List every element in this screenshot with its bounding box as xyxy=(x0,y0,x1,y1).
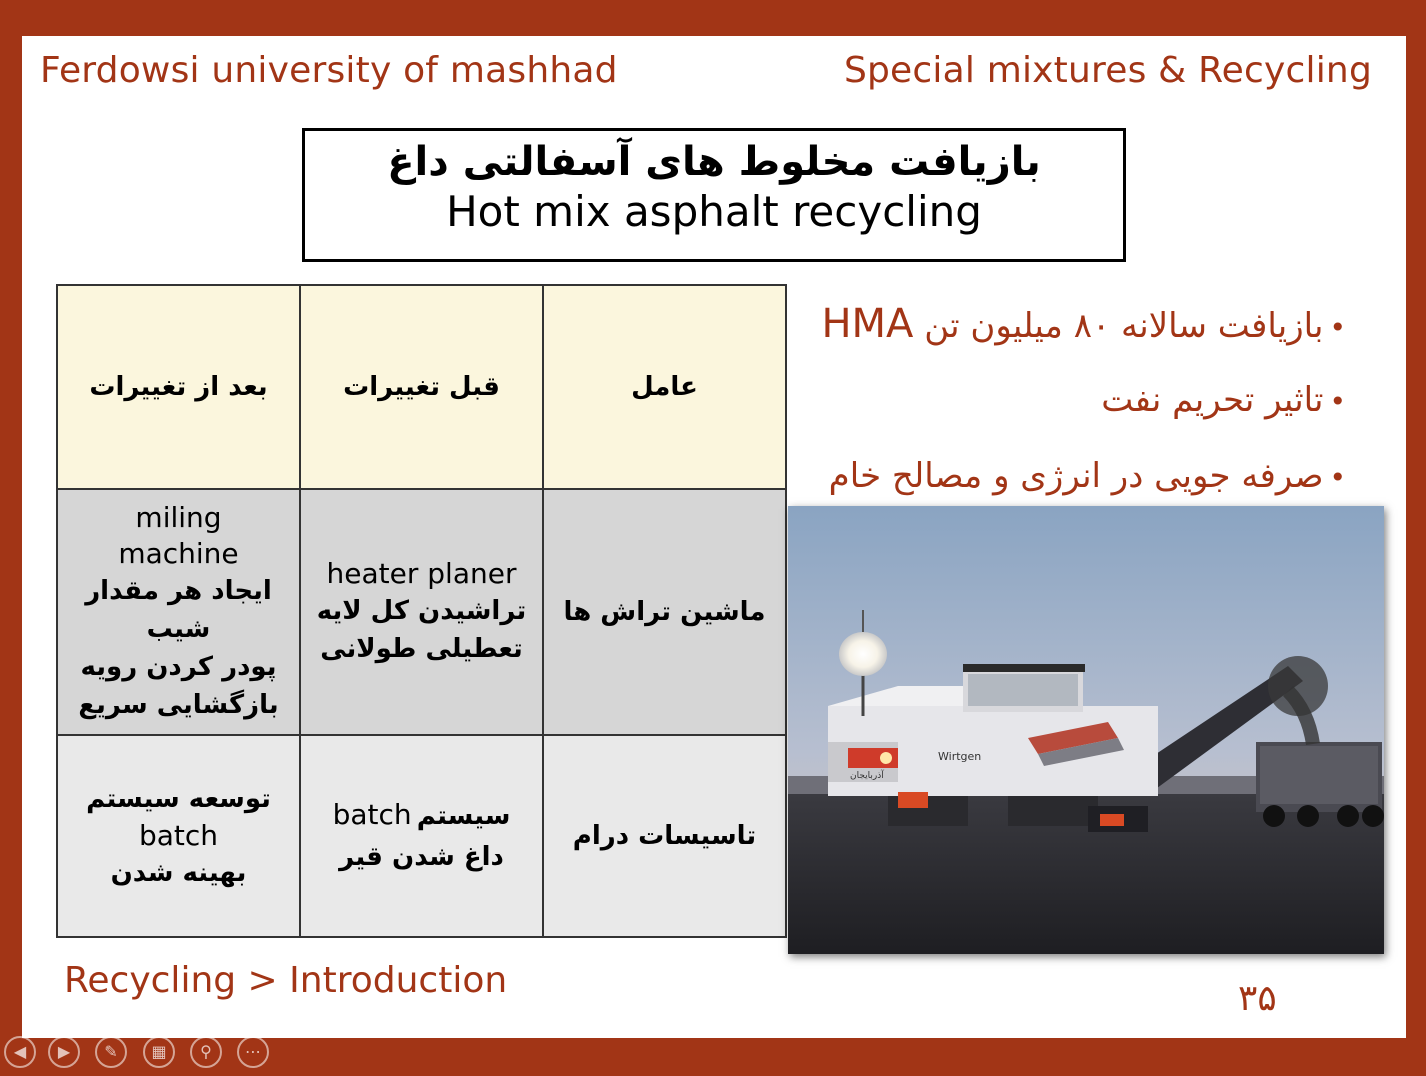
more-icon: ⋯ xyxy=(245,1042,261,1061)
slides-grid-icon: ▦ xyxy=(151,1042,167,1061)
cell-text: شیب xyxy=(146,614,211,644)
table-header-row xyxy=(57,285,786,489)
cell-text: پودر کردن رویه xyxy=(80,652,277,682)
see-all-slides-button[interactable] xyxy=(143,1036,175,1068)
cell-before-milling xyxy=(300,489,543,735)
pen-icon: ✎ xyxy=(104,1042,118,1061)
next-slide-button[interactable] xyxy=(48,1036,80,1068)
slideshow-controls xyxy=(0,1034,300,1074)
cell-factor-drum xyxy=(543,735,786,937)
cell-line xyxy=(307,796,536,838)
cell-text: تاسیسات درام xyxy=(572,821,757,851)
cell-text: تعطیلی طولانی xyxy=(320,634,523,664)
cell-factor-milling xyxy=(543,489,786,735)
title-box xyxy=(302,128,1126,262)
breadcrumb: Recycling > Introduction xyxy=(64,960,508,1001)
bullet-marker: • xyxy=(1329,461,1346,494)
bullet-marker: • xyxy=(1329,311,1346,344)
cell-text: machine xyxy=(118,537,239,570)
cell-text: ماشین تراش ها xyxy=(563,597,766,627)
milling-machine-photo xyxy=(788,506,1384,954)
brand-label: Wirtgen xyxy=(938,750,982,763)
cell-text: بهینه شدن xyxy=(110,858,247,888)
page-number: ۳۵ xyxy=(1238,978,1277,1019)
comparison-table xyxy=(56,284,787,938)
bullet-item xyxy=(821,438,1346,514)
chevron-left-icon: ◀ xyxy=(13,1042,27,1061)
zoom-button[interactable] xyxy=(190,1036,222,1068)
chevron-right-icon: ▶ xyxy=(57,1042,71,1061)
bullet-list xyxy=(821,286,1346,514)
title-persian: بازیافت مخلوط های آسفالتی داغ xyxy=(387,139,1041,185)
photo-illustration xyxy=(788,506,1384,954)
bullet-text: صرفه جویی در انرژی و مصالح خام xyxy=(828,456,1324,496)
title-english: Hot mix asphalt recycling xyxy=(446,187,982,236)
more-options-button[interactable] xyxy=(237,1036,269,1068)
cell-text: تراشیدن کل لایه xyxy=(316,596,527,626)
cell-text: داغ شدن قیر xyxy=(339,842,504,872)
cell-text: batch xyxy=(332,798,412,831)
bullet-text: تاثیر تحریم نفت xyxy=(1101,380,1324,420)
cell-text: بازگشایی سریع xyxy=(78,690,279,720)
magnifier-icon: ⚲ xyxy=(200,1042,212,1061)
plate-label: آذربایجان xyxy=(850,771,884,781)
bullet-item xyxy=(821,362,1346,438)
cell-text: heater planer xyxy=(326,557,517,590)
header-after-changes: بعد از تغییرات xyxy=(57,285,300,489)
bullet-item xyxy=(821,286,1346,362)
cell-after-milling xyxy=(57,489,300,735)
cell-before-drum xyxy=(300,735,543,937)
cell-text: miling xyxy=(135,501,222,534)
table-row xyxy=(57,489,786,735)
cell-text: batch xyxy=(138,819,219,852)
previous-slide-button[interactable] xyxy=(4,1036,36,1068)
header-course: Special mixtures & Recycling xyxy=(843,50,1372,91)
bullet-marker: • xyxy=(1329,385,1346,418)
header-before-changes: قبل تغییرات xyxy=(300,285,543,489)
header-factor: عامل xyxy=(543,285,786,489)
table-row xyxy=(57,735,786,937)
cell-text: ایجاد هر مقدار xyxy=(85,576,272,606)
bullet-text: بازیافت سالانه ۸۰ میلیون تن xyxy=(924,306,1324,346)
header-university: Ferdowsi university of mashhad xyxy=(40,50,618,91)
pen-tool-button[interactable] xyxy=(95,1036,127,1068)
cell-after-drum xyxy=(57,735,300,937)
bullet-text-hma: HMA xyxy=(821,301,914,347)
cell-text: توسعه سیستم xyxy=(86,784,271,814)
cell-text: سیستم xyxy=(416,801,511,831)
slide xyxy=(22,36,1406,1038)
